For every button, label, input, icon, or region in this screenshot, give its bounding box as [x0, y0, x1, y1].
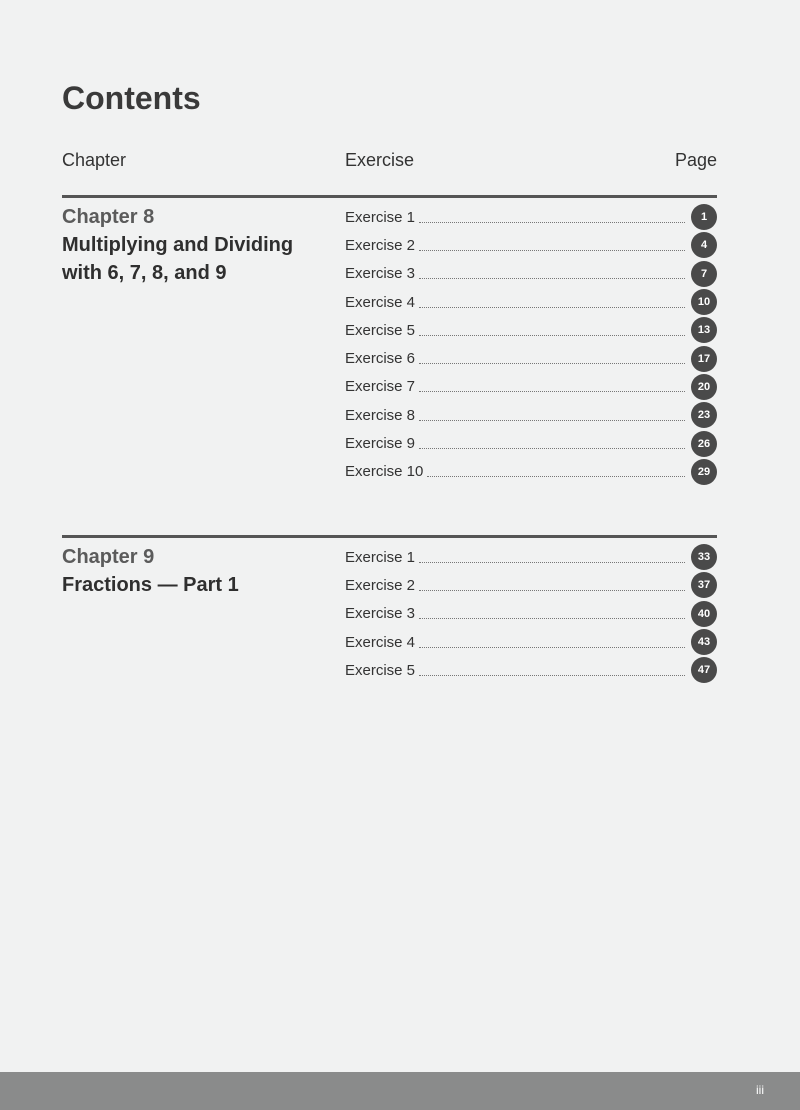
leader-dots [419, 675, 685, 676]
chapter-title: Fractions — Part 1 [62, 574, 239, 596]
exercise-label: Exercise 2 [345, 236, 416, 254]
page-number-badge: 29 [691, 459, 717, 485]
leader-dots [419, 448, 685, 449]
toc-row[interactable] [345, 373, 717, 401]
leader-dots [419, 278, 685, 279]
column-headers [62, 150, 717, 174]
divider-rule [62, 535, 717, 538]
exercise-label: Exercise 7 [345, 378, 416, 396]
toc-row[interactable] [345, 571, 717, 599]
toc-row[interactable] [345, 656, 717, 684]
page-number-badge: 26 [691, 431, 717, 457]
header-page: Page [674, 150, 717, 170]
page-number-badge: 7 [691, 261, 717, 287]
exercise-label: Exercise 1 [345, 208, 416, 226]
chapter-number: Chapter 9 [62, 546, 155, 568]
exercise-label: Exercise 9 [345, 435, 416, 453]
toc-row[interactable] [345, 316, 717, 344]
exercise-label: Exercise 4 [345, 633, 416, 651]
exercise-label: Exercise 8 [345, 406, 416, 424]
toc-row[interactable] [345, 401, 717, 429]
exercise-label: Exercise 5 [345, 321, 416, 339]
leader-dots [419, 647, 685, 648]
leader-dots [419, 335, 685, 336]
page-number-badge: 33 [691, 544, 717, 570]
exercise-label: Exercise 3 [345, 265, 416, 283]
toc-row[interactable] [345, 628, 717, 656]
leader-dots [419, 222, 685, 223]
toc-row[interactable] [345, 260, 717, 288]
toc-row[interactable] [345, 429, 717, 457]
chapter-title: Multiplying and Dividing with 6, 7, 8, and 9 [62, 234, 294, 284]
page-number-badge: 23 [691, 402, 717, 428]
toc-row[interactable] [345, 344, 717, 372]
header-chapter: Chapter [62, 150, 127, 170]
page-number-badge: 10 [691, 289, 717, 315]
leader-dots [419, 391, 685, 392]
page-number-badge: 17 [691, 346, 717, 372]
leader-dots [419, 420, 685, 421]
page-number-badge: 1 [691, 204, 717, 230]
footer-bar [0, 1072, 800, 1110]
leader-dots [419, 307, 685, 308]
exercise-label: Exercise 3 [345, 605, 416, 623]
leader-dots [419, 590, 685, 591]
toc-row[interactable] [345, 458, 717, 486]
page-number-badge: 43 [691, 629, 717, 655]
page-number-badge: 13 [691, 317, 717, 343]
exercise-label: Exercise 10 [345, 463, 424, 481]
chapter-number: Chapter 8 [62, 206, 155, 228]
page-number-badge: 4 [691, 232, 717, 258]
toc-row[interactable] [345, 203, 717, 231]
toc-row[interactable] [345, 600, 717, 628]
exercise-label: Exercise 4 [345, 293, 416, 311]
exercise-list [345, 543, 717, 684]
leader-dots [427, 476, 685, 477]
leader-dots [419, 562, 685, 563]
exercise-label: Exercise 2 [345, 576, 416, 594]
divider-rule [62, 195, 717, 198]
exercise-list [345, 203, 717, 486]
page-number: iii [756, 1083, 764, 1097]
leader-dots [419, 250, 685, 251]
page-number-badge: 37 [691, 572, 717, 598]
page-title: Contents [62, 80, 201, 116]
exercise-label: Exercise 1 [345, 548, 416, 566]
toc-row[interactable] [345, 543, 717, 571]
page-number-badge: 20 [691, 374, 717, 400]
page-number-badge: 47 [691, 657, 717, 683]
exercise-label: Exercise 6 [345, 350, 416, 368]
header-exercise: Exercise [345, 150, 415, 170]
leader-dots [419, 618, 685, 619]
toc-row[interactable] [345, 288, 717, 316]
toc-row[interactable] [345, 231, 717, 259]
leader-dots [419, 363, 685, 364]
exercise-label: Exercise 5 [345, 661, 416, 679]
page-number-badge: 40 [691, 601, 717, 627]
